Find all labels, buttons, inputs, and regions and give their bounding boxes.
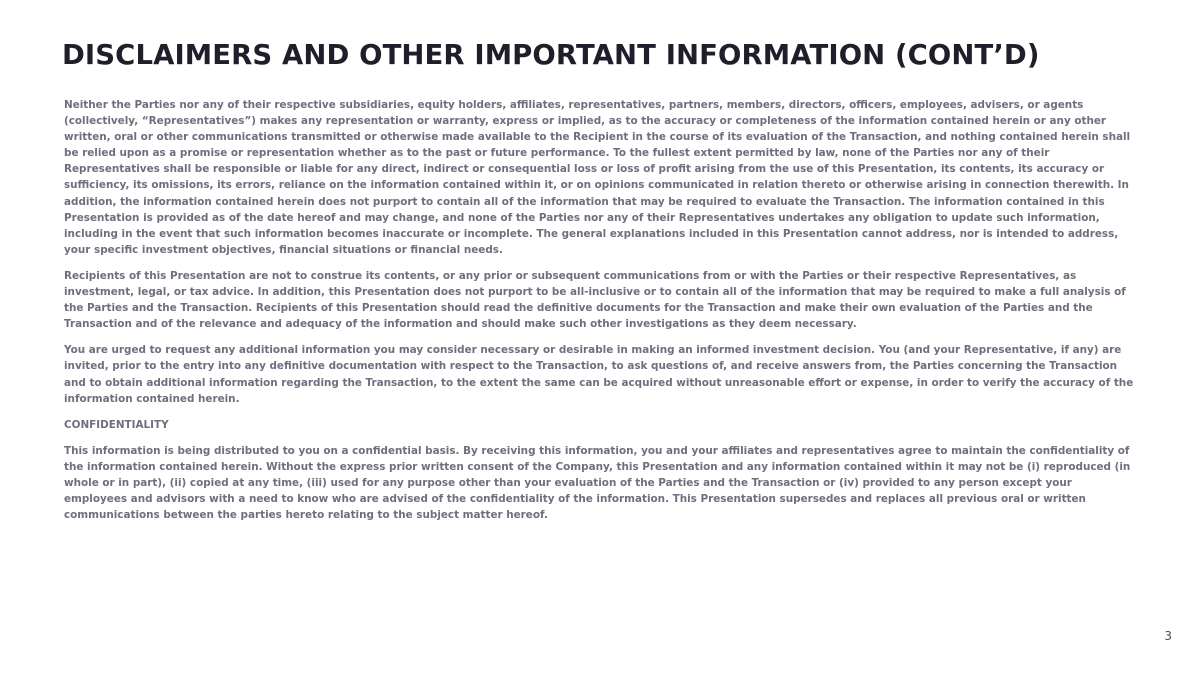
disclaimer-body bbox=[64, 97, 1136, 533]
confidentiality-heading: CONFIDENTIALITY bbox=[64, 418, 169, 431]
slide-title: DISCLAIMERS AND OTHER IMPORTANT INFORMATION (CONT’D) bbox=[62, 39, 1040, 71]
confidentiality-paragraph: This information is being distributed to you on a confidential basis. By receiving this information, you and your affiliates and representatives agree to maintain the confidentiality of the information contained herein. Without the express prior written consent of the Company, this Presentation and any information contained within it may not be (i) reproduced (in whole or in part), (ii) copied at any time, (iii) used for any purpose other than your evaluation of the Parties and the Transaction or (iv) provided to any person except your employees and advisors with a need to know who are advised of the confidentiality of the information. This Presentation supersedes and replaces all previous oral or written communications between the parties hereto relating to the subject matter hereof. bbox=[64, 444, 1131, 522]
page-number: 3 bbox=[1164, 629, 1172, 643]
disclaimer-paragraph-advice: Recipients of this Presentation are not to construe its contents, or any prior or subsequent communications from or with the Parties or their respective Representatives, as investment, legal, or tax advice. In addition, this Presentation does not purport to be all-inclusive or to contain all of the information that may be required to make a full analysis of the Parties and the Transaction. Recipients of this Presentation should read the definitive documents for the Transaction and make their own evaluation of the Parties and the Transaction and of the relevance and adequacy of the information and should make such other investigations as they deem necessary. bbox=[64, 269, 1126, 331]
disclaimer-paragraph-additional-information: You are urged to request any additional information you may consider necessary or desirable in making an informed investment decision. You (and your Representative, if any) are invited, prior to the entry into any definitive documentation with respect to the Transaction, to ask questions of, and receive answers from, the Parties concerning the Transaction and to obtain additional information regarding the Transaction, to the extent the same can be acquired without unreasonable effort or expense, in order to verify the accuracy of the information contained herein. bbox=[64, 344, 1134, 405]
disclaimer-paragraph-liability: Neither the Parties nor any of their respective subsidiaries, equity holders, affiliates, representatives, partners, members, directors, officers, employees, advisers, or agents (collectively, “Representatives”) makes any representation or warranty, express or implied, as to the accuracy or completeness of the information contained herein or any other written, oral or other communications transmitted or otherwise made available to the Recipient in the course of its evaluation of the Transaction, and nothing contained herein shall be relied upon as a promise or representation whether as to the past or future performance. To the fullest extent permitted by law, none of the Parties nor any of their Representatives shall be responsible or liable for any direct, indirect or consequential loss or loss of profit arising from the use of this Presentation, its contents, its accuracy or sufficiency, its omissions, its errors, reliance on the information contained within it, or on opinions communicated in relation thereto or otherwise arising in connection therewith. In addition, the information contained herein does not purport to contain all of the information that may be required to evaluate the Transaction. The information contained in this Presentation is provided as of the date hereof and may change, and none of the Parties nor any of their Representatives undertakes any obligation to update such information, including in the event that such information becomes inaccurate or incomplete. The general explanations included in this Presentation cannot address, nor is intended to address, your specific investment objectives, financial situations or financial needs. bbox=[64, 99, 1131, 256]
